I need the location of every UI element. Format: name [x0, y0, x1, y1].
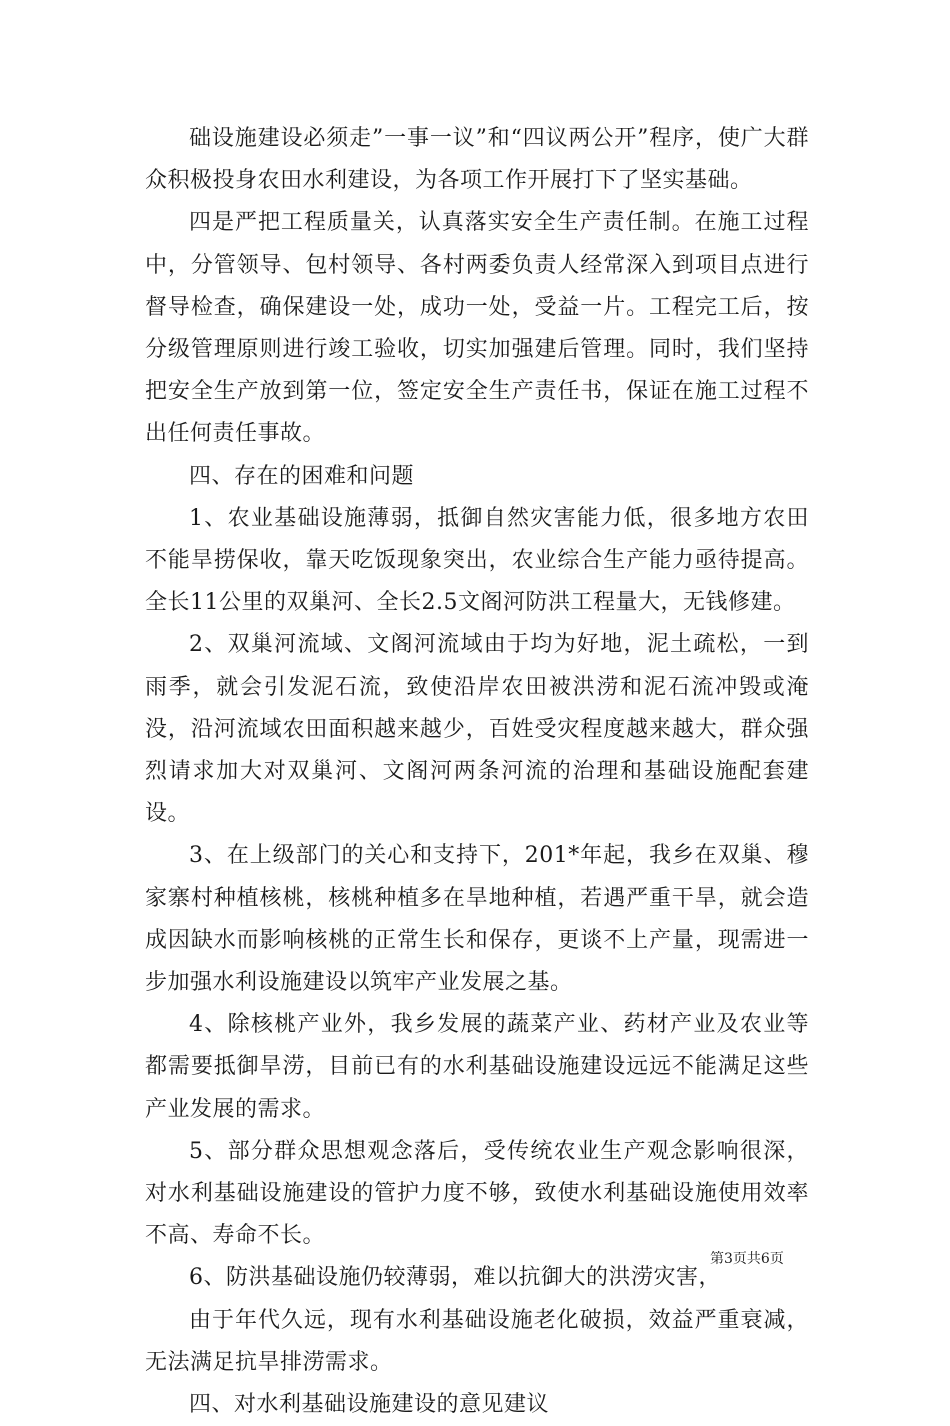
paragraph-continuation: 础设施建设必须走”一事一议”和“四议两公开”程序，使广大群众积极投身农田水利建设，为各项工作开展打下了坚实基础。 [145, 126, 809, 194]
problem-item-4: 4、除核桃产业外，我乡发展的蔬菜产业、药材产业及农业等都需要抵御旱涝，目前已有的水利基础设施建设远远不能满足这些产业发展的需求。 [145, 1012, 809, 1122]
page-number-footer: 第3页共6页 [710, 1251, 784, 1267]
section-heading-problems: 四、存在的困难和问题 [189, 463, 415, 489]
problem-item-6-continued: 由于年代久远，现有水利基础设施老化破损，效益严重衰减，无法满足抗旱排涝需求。 [145, 1307, 809, 1375]
problem-item-3: 3、在上级部门的关心和支持下，201*年起，我乡在双巢、穆家寨村种植核桃，核桃种植多在旱地种植，若遇严重干旱，就会造成因缺水而影响核桃的正常生长和保存，更谈不上产量，现需进一步加强水利设施建设以筑牢产业发展之基。 [145, 843, 809, 996]
problem-item-2: 2、双巢河流域、文阁河流域由于均为好地，泥土疏松，一到雨季，就会引发泥石流，致使沿岸农田被洪涝和泥石流冲毁或淹没，沿河流域农田面积越来越少，百姓受灾程度越来越大，群众强烈请求加大对双巢河、文阁河两条河流的治理和基础设施配套建设。 [145, 632, 809, 827]
document-body [145, 118, 809, 1426]
problem-item-5: 5、部分群众思想观念落后，受传统农业生产观念影响很深，对水利基础设施建设的管护力度不够，致使水利基础设施使用效率不高、寿命不长。 [145, 1138, 809, 1249]
problem-item-1: 1、农业基础设施薄弱，抵御自然灾害能力低，很多地方农田不能旱捞保收，靠天吃饭现象突出，农业综合生产能力亟待提高。全长11公里的双巢河、全长2.5文阁河防洪工程量大，无钱修建。 [145, 505, 809, 616]
section-heading-suggestions: 四、对水利基础设施建设的意见建议 [189, 1392, 550, 1418]
paragraph-quality-control: 四是严把工程质量关，认真落实安全生产责任制。在施工过程中，分管领导、包村领导、各村两委负责人经常深入到项目点进行督导检查，确保建设一处，成功一处，受益一片。工程完工后，按分级管理原则进行竣工验收，切实加强建后管理。同时，我们坚持把安全生产放到第一位，签定安全生产责任书，保证在施工过程不出任何责任事故。 [145, 210, 809, 447]
problem-item-6: 6、防洪基础设施仍较薄弱，难以抗御大的洪涝灾害， [189, 1265, 721, 1291]
